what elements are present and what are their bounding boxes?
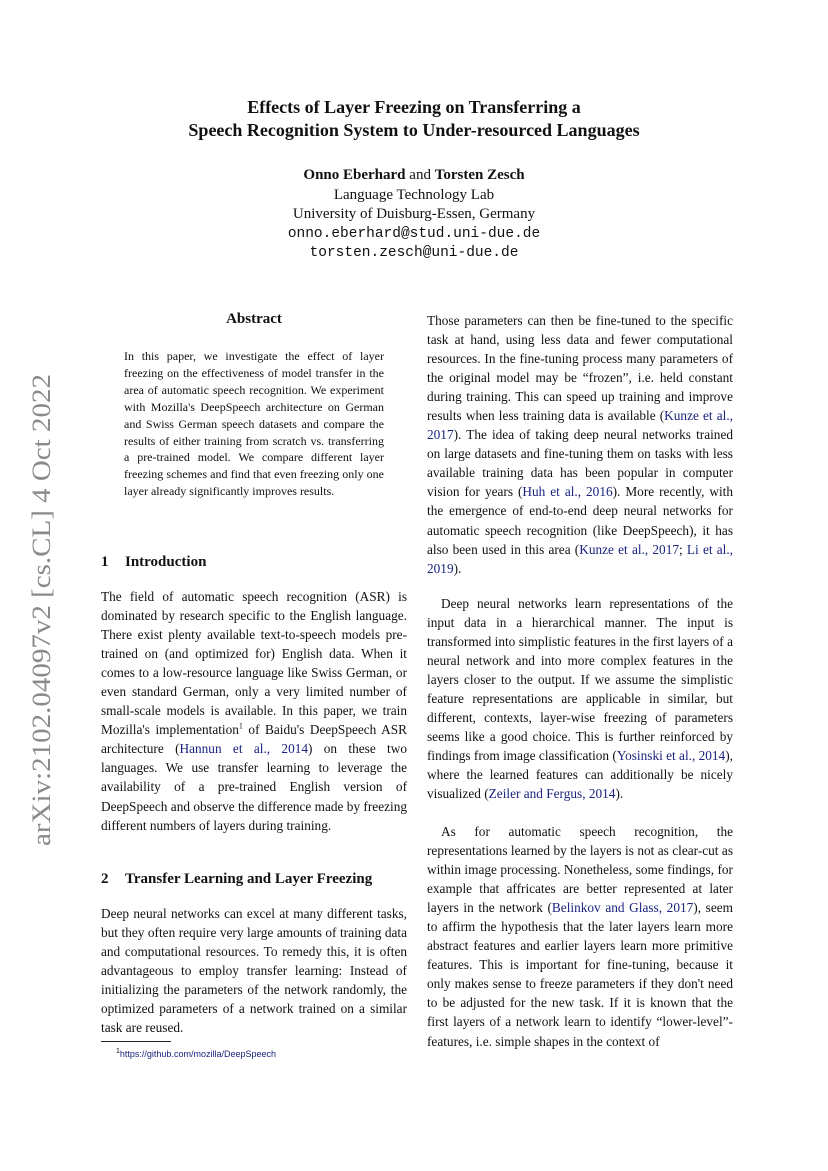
section-1-heading bbox=[101, 554, 407, 571]
citation-yosinski-2014[interactable]: Yosinski et al., 2014 bbox=[616, 748, 726, 764]
footnote-ref-1: 1 bbox=[238, 721, 243, 731]
footnote-rule bbox=[101, 1041, 171, 1042]
section-1-number: 1 bbox=[101, 554, 109, 570]
arxiv-identifier-stamp bbox=[8, 370, 68, 850]
email-2: torsten.zesch@uni-due.de bbox=[309, 245, 519, 262]
paper-title bbox=[0, 96, 828, 142]
section-2-heading bbox=[101, 871, 407, 888]
right-paragraph-1: Those parameters can then be fine-tuned to the specific task at hand, using less data and fewer computational resources. In the fine-tuning process many parameters of the original model may be “frozen”, i.e. held constant during training. This can speed up training and improve results when less training data is available (Kunze et al., 2017). The idea of taking deep neural networks trained on large datasets and fine-tuning them on tasks with less available training data has been popular in computer vision for years (Huh et al., 2016). More recently, with the emergence of end-to-end deep neural networks for automatic speech recognition (like DeepSpeech), it has also been used in this area (Kunze et al., 2017; Li et al., 2019). bbox=[427, 313, 733, 576]
section-1-title: Introduction bbox=[125, 554, 207, 570]
arxiv-id-text: arXiv:2102.04097v2 [cs.CL] 4 Oct 2022 bbox=[27, 422, 56, 846]
title-line-2: Speech Recognition System to Under-resourced Languages bbox=[188, 120, 640, 140]
footnote bbox=[116, 1049, 276, 1059]
section-2-number: 2 bbox=[101, 871, 109, 887]
citation-zeiler-2014[interactable]: Zeiler and Fergus, 2014 bbox=[488, 786, 616, 802]
citation-kunze-2017-b[interactable]: Kunze et al., 2017 bbox=[579, 541, 680, 557]
author-1: Onno Eberhard bbox=[303, 167, 406, 183]
affiliation-lab: Language Technology Lab bbox=[333, 186, 495, 203]
citation-kunze-2017[interactable]: Kunze et al., 2017 bbox=[427, 408, 733, 443]
right-paragraph-3: As for automatic speech recognition, the representations learned by the layers is not as clear-cut as within image processing. Nonetheless, some findings, for example that affricates are better represented at later layers in the network (Belinkov and Glass, 2017), seem to affirm the hypothesis that the later layers learn more abstract features and earlier layers learn more primitive features. This is important for fine-tuning, because it only makes sense to freeze parameters if they don't need to be adjusted for the new task. If it is known that the first layers of a network learn to identify “lower-level”-features, i.e. simple shapes in the context of bbox=[427, 824, 733, 1049]
author-block bbox=[0, 166, 828, 264]
footnote-marker: 1 bbox=[116, 1048, 120, 1055]
title-line-1: Effects of Layer Freezing on Transferring a bbox=[247, 97, 581, 117]
abstract-heading: Abstract bbox=[226, 311, 282, 327]
intro-paragraph: The field of automatic speech recognition (ASR) is dominated by research specific to the English language. There exist plenty available text-to-speech models pre-trained on (and optimized for) English data. When it comes to a low-resource language like Swiss German, or even standard German, only a very limited number of small-scale models is available. In this paper, we train Mozilla's implementation$^1$ of Baidu's DeepSpeech ASR architecture (Hannun et al., 2014) on these two languages. We use transfer learning to leverage the availability of a pre-trained English version of DeepSpeech and observe the difference made by freezing different numbers of layers during training. bbox=[101, 589, 407, 833]
abstract-text: In this paper, we investigate the effect of layer freezing on the effectiveness of model transfer in the area of automatic speech recognition. We experiment with Mozilla's DeepSpeech architecture on German and Swiss German speech datasets and compare the results of either training from scratch vs. transferring a pre-trained model. We compare different layer freezing schemes and find that even freezing only one layer already significantly improves results. bbox=[124, 349, 384, 499]
footnote-url[interactable]: https://github.com/mozilla/DeepSpeech bbox=[119, 1049, 276, 1059]
author-conjunction: and bbox=[409, 167, 431, 183]
right-paragraph-2: Deep neural networks learn representations of the input data in a hierarchical manner. The input is transformed into simplistic features in the first layers of a neural network and into more complex features in the layers closer to the output. If we assume the simplistic feature representations are applicable in similar, but different, contexts, layer-wise freezing of parameters seems like a good choice. This is further reinforced by findings from image classification (Yosinski et al., 2014), where the learned features can additionally be nicely visualized (Zeiler and Fergus, 2014). bbox=[427, 596, 733, 802]
transfer-learning-paragraph: Deep neural networks can excel at many different tasks, but they often require very large amounts of training data and computational resources. To remedy this, it is often advantageous to employ transfer learning: Instead of initializing the parameters of the network randomly, the optimized parameters of a network trained on a similar task are reused. bbox=[101, 906, 407, 1036]
author-2: Torsten Zesch bbox=[434, 167, 525, 183]
author-names bbox=[0, 166, 828, 186]
citation-li-2019[interactable]: Li et al., 2019 bbox=[427, 541, 733, 576]
email-1: onno.eberhard@stud.uni-due.de bbox=[287, 225, 541, 242]
section-2-title: Transfer Learning and Layer Freezing bbox=[125, 871, 373, 887]
citation-belinkov-2017[interactable]: Belinkov and Glass, 2017 bbox=[551, 900, 694, 916]
affiliation-university: University of Duisburg-Essen, Germany bbox=[292, 206, 536, 223]
citation-hannun[interactable]: Hannun et al., 2014 bbox=[179, 741, 309, 757]
citation-huh-2016[interactable]: Huh et al., 2016 bbox=[522, 484, 613, 500]
